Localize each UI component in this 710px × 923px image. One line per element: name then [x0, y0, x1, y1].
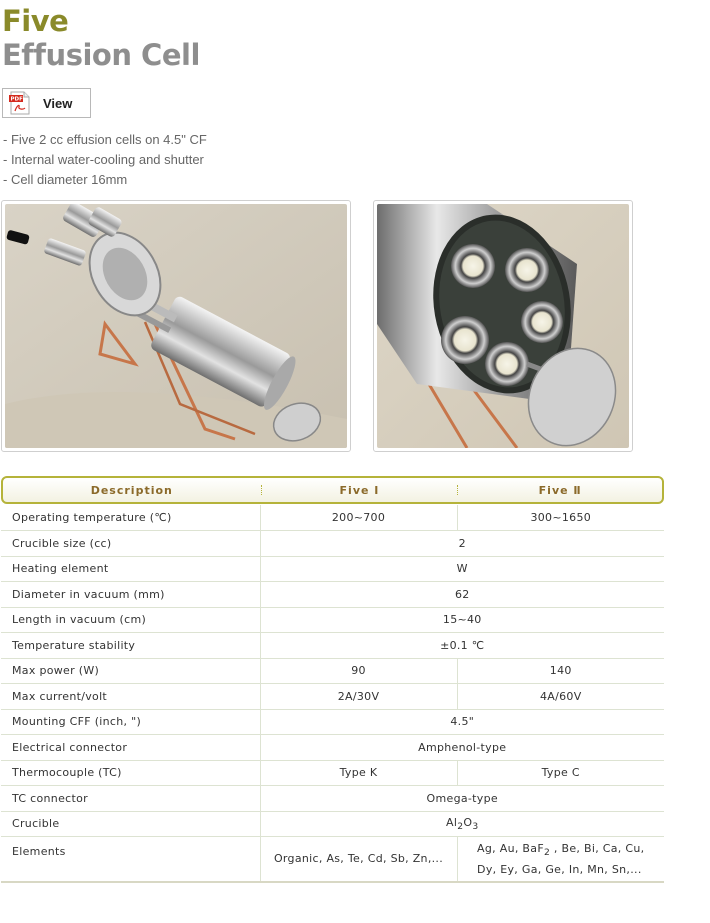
row-label: Thermocouple (TC)	[1, 760, 260, 786]
row-value-five-1: Type K	[260, 760, 457, 786]
row-value: 62	[260, 582, 664, 608]
formula-part: O	[463, 815, 473, 829]
page-title-line2: Effusion Cell	[2, 38, 200, 72]
header-description: Description	[90, 483, 173, 497]
row-label: TC connector	[1, 786, 260, 812]
svg-text:PDF: PDF	[10, 96, 23, 103]
row-value: 4.5"	[260, 709, 664, 735]
row-value-five-2: 300~1650	[457, 505, 664, 531]
table-row	[1, 709, 664, 735]
table-row	[1, 658, 664, 684]
table-row	[1, 556, 664, 582]
table-row	[1, 811, 664, 837]
row-value-crucible	[260, 811, 664, 837]
feature-item: - Internal water-cooling and shutter	[3, 152, 204, 167]
table-row	[1, 582, 664, 608]
row-label: Length in vacuum (cm)	[1, 607, 260, 633]
spec-table-header	[1, 476, 664, 504]
row-value-five-2: Type C	[457, 760, 664, 786]
row-label: Heating element	[1, 556, 260, 582]
row-value: 15~40	[260, 607, 664, 633]
row-label: Mounting CFF (inch, ")	[1, 709, 260, 735]
row-value: W	[260, 556, 664, 582]
table-row	[1, 633, 664, 659]
row-label: Diameter in vacuum (mm)	[1, 582, 260, 608]
elements-part: Ag, Au, BaF	[477, 841, 544, 855]
feature-item: - Five 2 cc effusion cells on 4.5" CF	[3, 132, 207, 147]
feature-item: - Cell diameter 16mm	[3, 172, 128, 187]
row-label: Electrical connector	[1, 735, 260, 761]
effusion-cell-side-photo	[1, 200, 351, 452]
view-button-label: View	[43, 95, 73, 111]
pdf-icon	[8, 91, 32, 115]
table-row	[1, 760, 664, 786]
row-label: Crucible	[1, 811, 260, 837]
row-value-five-1: Organic, As, Te, Cd, Sb, Zn,...	[260, 837, 457, 882]
row-value: Omega-type	[260, 786, 664, 812]
table-row	[1, 531, 664, 557]
row-value: 2	[260, 531, 664, 557]
row-label: Max current/volt	[1, 684, 260, 710]
row-value-five-2	[457, 837, 664, 882]
formula-subscript: 2	[543, 846, 551, 858]
row-value-five-2: 4A/60V	[457, 684, 664, 710]
row-value-five-1: 2A/30V	[260, 684, 457, 710]
row-value-five-2: 140	[457, 658, 664, 684]
feature-list	[3, 130, 207, 190]
table-row	[1, 684, 664, 710]
elements-part: , Be, Bi, Ca, Cu,	[550, 841, 645, 855]
table-row	[1, 607, 664, 633]
header-five-2: Five Ⅱ	[538, 483, 582, 497]
header-five-1: Five Ⅰ	[339, 483, 380, 497]
table-row	[1, 786, 664, 812]
table-row	[1, 837, 664, 882]
row-label: Temperature stability	[1, 633, 260, 659]
view-pdf-button[interactable]	[2, 88, 91, 118]
row-label: Crucible size (cc)	[1, 531, 260, 557]
formula-subscript: 2	[457, 820, 464, 832]
row-value-five-1: 90	[260, 658, 457, 684]
effusion-cell-front-photo	[373, 200, 633, 452]
row-label: Elements	[1, 837, 260, 882]
row-value-five-1: 200~700	[260, 505, 457, 531]
row-label: Max power (W)	[1, 658, 260, 684]
elements-part: Dy, Ey, Ga, Ge, In, Mn, Sn,...	[477, 862, 642, 876]
table-row	[1, 505, 664, 531]
row-value: ±0.1 ℃	[260, 633, 664, 659]
page-title-line1: Five	[2, 4, 69, 38]
formula-part: Al	[446, 815, 458, 829]
formula-subscript: 3	[472, 820, 479, 832]
row-label: Operating temperature (℃)	[1, 505, 260, 531]
spec-table	[1, 505, 664, 883]
row-value: Amphenol-type	[260, 735, 664, 761]
elements-list	[477, 840, 644, 878]
table-row	[1, 735, 664, 761]
